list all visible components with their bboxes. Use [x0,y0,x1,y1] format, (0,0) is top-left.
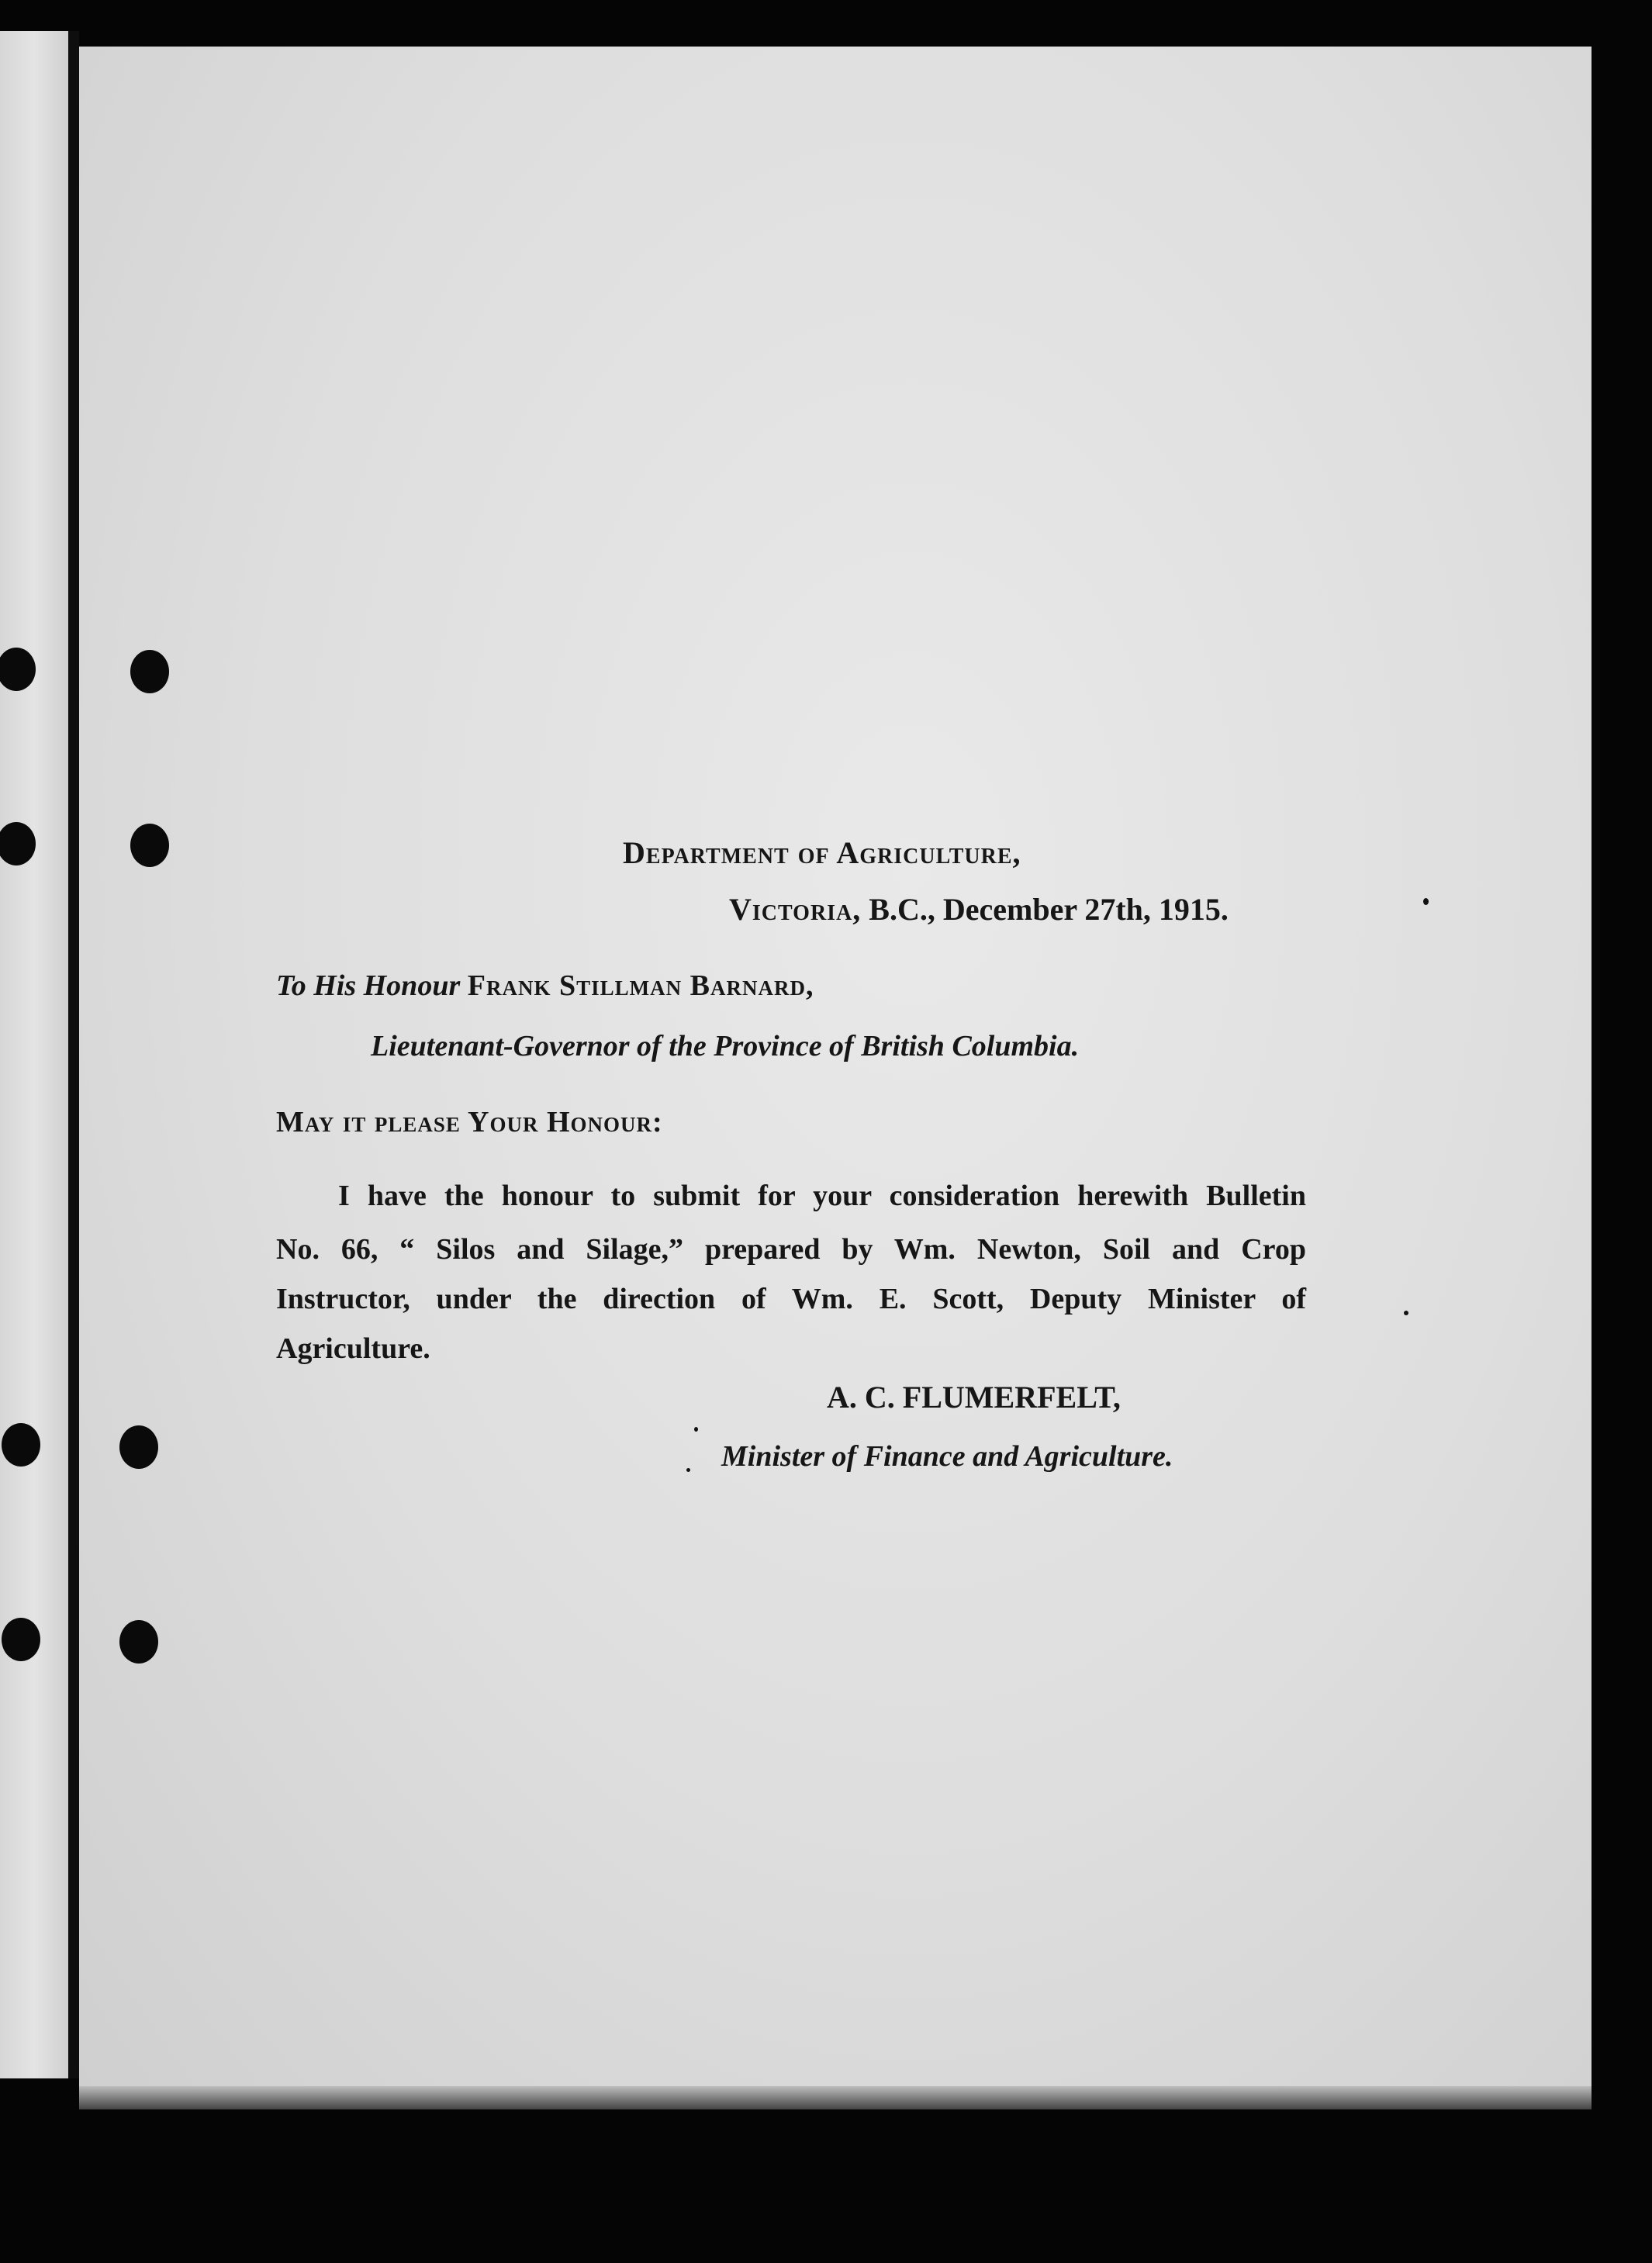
body-line: I have the honour to submit for your consideration herewith Bulletin [338,1180,1306,1212]
salutation: May it please Your Honour: [276,1106,663,1138]
dust-speck [686,1468,690,1472]
punch-hole [119,1425,158,1469]
body-line: Agriculture. [276,1332,430,1365]
punch-hole [130,650,169,693]
letter-date: B.C., December 27th, 1915. [869,892,1229,927]
punch-hole [119,1620,158,1664]
addressee-line [276,971,814,1000]
dust-speck [1404,1311,1408,1315]
place-and-date [729,894,1229,925]
signature-title: Minister of Finance and Agriculture. [721,1440,1173,1473]
punch-hole [2,1618,40,1661]
punch-hole [130,824,169,867]
place-name: Victoria, [729,892,862,927]
page-bottom-shadow [79,2086,1592,2109]
address-prefix: To His Honour [276,969,461,1002]
page-fold-shadow [68,31,79,2078]
previous-page-edge [0,31,68,2078]
signature-name: A. C. FLUMERFELT, [827,1380,1121,1415]
punch-hole [2,1423,40,1467]
addressee-title: Lieutenant-Governor of the Province of British Columbia. [371,1030,1080,1062]
dust-speck [694,1427,698,1432]
body-line: Instructor, under the direction of Wm. E. Scott, Deputy Minister of [276,1283,1306,1315]
addressee-name: Frank Stillman Barnard, [467,969,814,1002]
dust-speck [1423,898,1429,905]
department-heading: Department of Agriculture, [623,835,1021,870]
letter-page [79,47,1592,2094]
body-line: No. 66, “ Silos and Silage,” prepared by Wm. Newton, Soil and Crop [276,1233,1306,1266]
